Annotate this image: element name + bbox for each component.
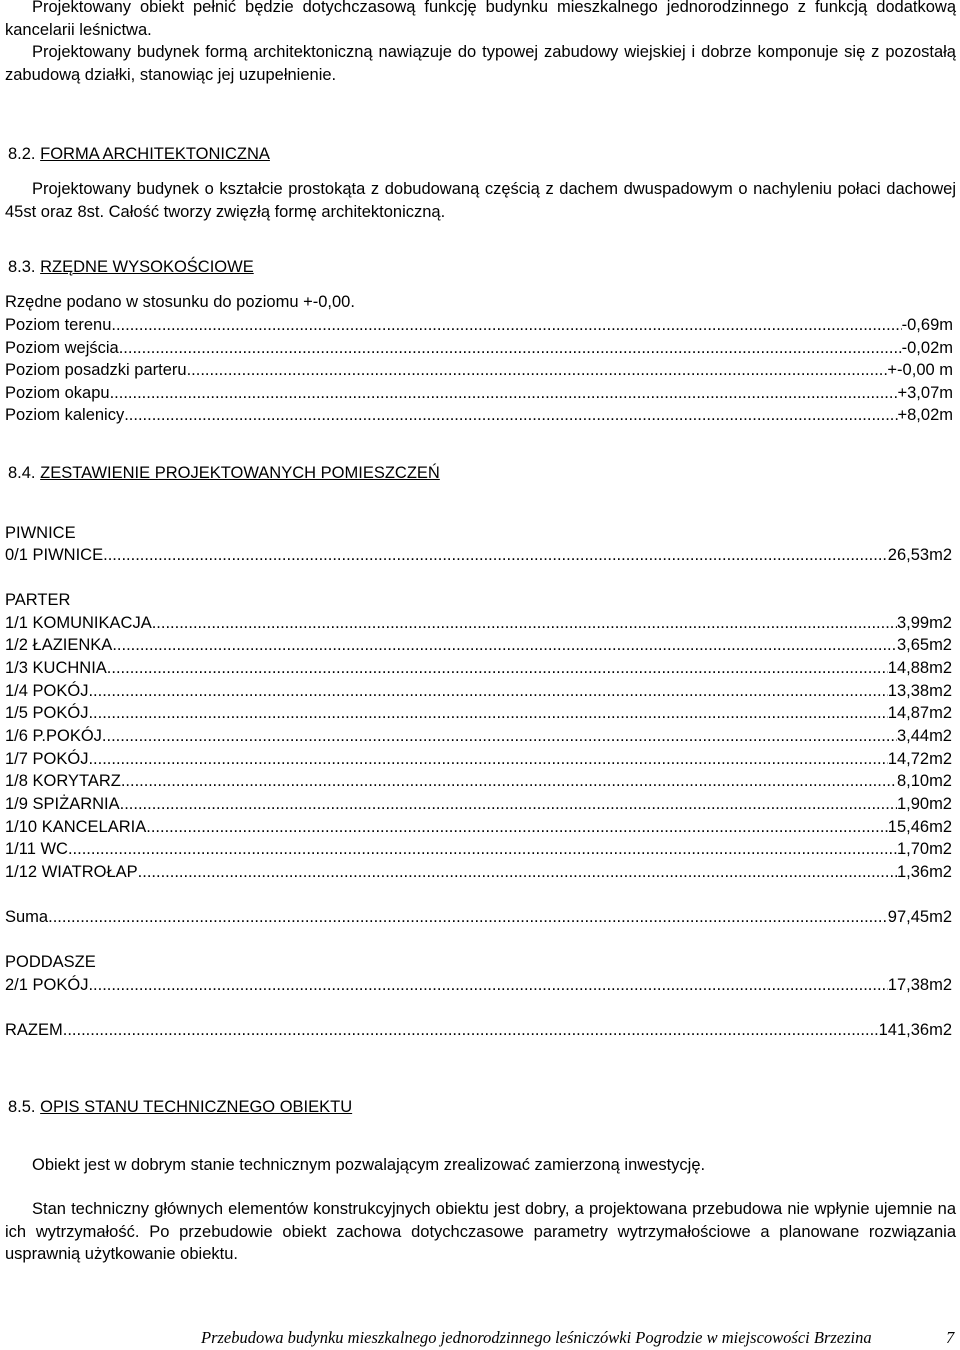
intro-paragraph-2: Projektowany budynek formą architektoniczną nawiązuje do typowej zabudowy wiejskiej i dobrze komponuje się z pozostałą zabudową działki, stanowiąc jej uzupełnienie. <box>5 43 956 84</box>
section-heading-8-5 <box>8 1096 352 1119</box>
elevation-row: Poziom okapu ..... +3,07m <box>5 382 953 405</box>
group-heading-piwnice: PIWNICE <box>5 524 76 542</box>
group-heading-poddasze: PODDASZE <box>5 953 96 971</box>
room-row: 1/2 ŁAZIENKA ..... 3,65m2 <box>5 634 952 657</box>
sum-row: Suma ..... 97,45m2 <box>5 906 952 929</box>
section-heading-8-4 <box>8 462 440 485</box>
section-8-2-paragraph: Projektowany budynek o kształcie prostokąta z dobudowaną częścią z dachem dwuspadowym o nachyleniu połaci dachowej 45st oraz 8st. Całość tworzy zwięzłą formę architektoniczną. <box>5 180 956 221</box>
room-row: 0/1 PIWNICE ..... 26,53m2 <box>5 544 952 567</box>
section-number: 8.3. <box>8 258 36 276</box>
intro-paragraph-1: Projektowany obiekt pełnić będzie dotychczasową funkcję budynku mieszkalnego jednorodzinnego z funkcją dodatkową kancelarii leśnictwa. <box>5 0 956 39</box>
footer-title: Przebudowa budynku mieszkalnego jednorodzinnego leśniczówki Pogrodzie w miejscowości Brzezina <box>201 1328 872 1347</box>
section-8-5-paragraph-2: Stan techniczny głównych elementów konstrukcyjnych obiektu jest dobry, a projektowana przebudowa nie wpłynie ujemnie na ich wytrzymałość. Po przebudowie obiekt zachowa dotychczasowe parametry wytrzymałościowe a planowane rozwiązania usprawnią użytkowanie obiektu. <box>5 1200 956 1264</box>
section-number: 8.2. <box>8 145 36 163</box>
section-title: ZESTAWIENIE PROJEKTOWANYCH POMIESZCZEŃ <box>40 464 440 482</box>
room-row: 1/1 KOMUNIKACJA ..... 3,99m2 <box>5 612 952 635</box>
room-row: 1/6 P.POKÓJ ..... 3,44m2 <box>5 725 952 748</box>
section-number: 8.5. <box>8 1098 36 1116</box>
room-row: 1/11 WC ..... 1,70m2 <box>5 838 952 861</box>
group-heading-parter: PARTER <box>5 591 71 609</box>
elevation-row: Poziom terenu ..... -0,69m <box>5 314 953 337</box>
room-row: 2/1 POKÓJ ..... 17,38m2 <box>5 974 952 997</box>
section-8-5-paragraph-1: Obiekt jest w dobrym stanie technicznym pozwalającym zrealizować zamierzoną inwestycję. <box>32 1156 706 1174</box>
total-row: RAZEM ..... 141,36m2 <box>5 1019 952 1042</box>
elevation-row: Poziom kalenicy ..... +8,02m <box>5 404 953 427</box>
room-row: 1/12 WIATROŁAP ..... 1,36m2 <box>5 861 952 884</box>
section-title: FORMA ARCHITEKTONICZNA <box>40 145 270 163</box>
room-row: 1/8 KORYTARZ ..... 8,10m2 <box>5 770 952 793</box>
room-row: 1/9 SPIŻARNIA ..... 1,90m2 <box>5 793 952 816</box>
room-row: 1/4 POKÓJ ..... 13,38m2 <box>5 680 952 703</box>
room-row: 1/10 KANCELARIA ..... 15,46m2 <box>5 816 952 839</box>
room-row: 1/5 POKÓJ ..... 14,87m2 <box>5 702 952 725</box>
elevation-row: Poziom wejścia ..... -0,02m <box>5 337 953 360</box>
section-heading-8-2 <box>8 143 270 166</box>
elevation-intro: Rzędne podano w stosunku do poziomu +-0,00. <box>5 293 355 311</box>
room-row: 1/7 POKÓJ ..... 14,72m2 <box>5 748 952 771</box>
section-heading-8-3 <box>8 256 254 279</box>
page-number: 7 <box>946 1328 955 1347</box>
room-row: 1/3 KUCHNIA ..... 14,88m2 <box>5 657 952 680</box>
elevation-row: Poziom posadzki parteru ..... +-0,00 m <box>5 359 953 382</box>
section-title: OPIS STANU TECHNICZNEGO OBIEKTU <box>40 1098 353 1116</box>
section-title: RZĘDNE WYSOKOŚCIOWE <box>40 258 254 276</box>
section-number: 8.4. <box>8 464 36 482</box>
